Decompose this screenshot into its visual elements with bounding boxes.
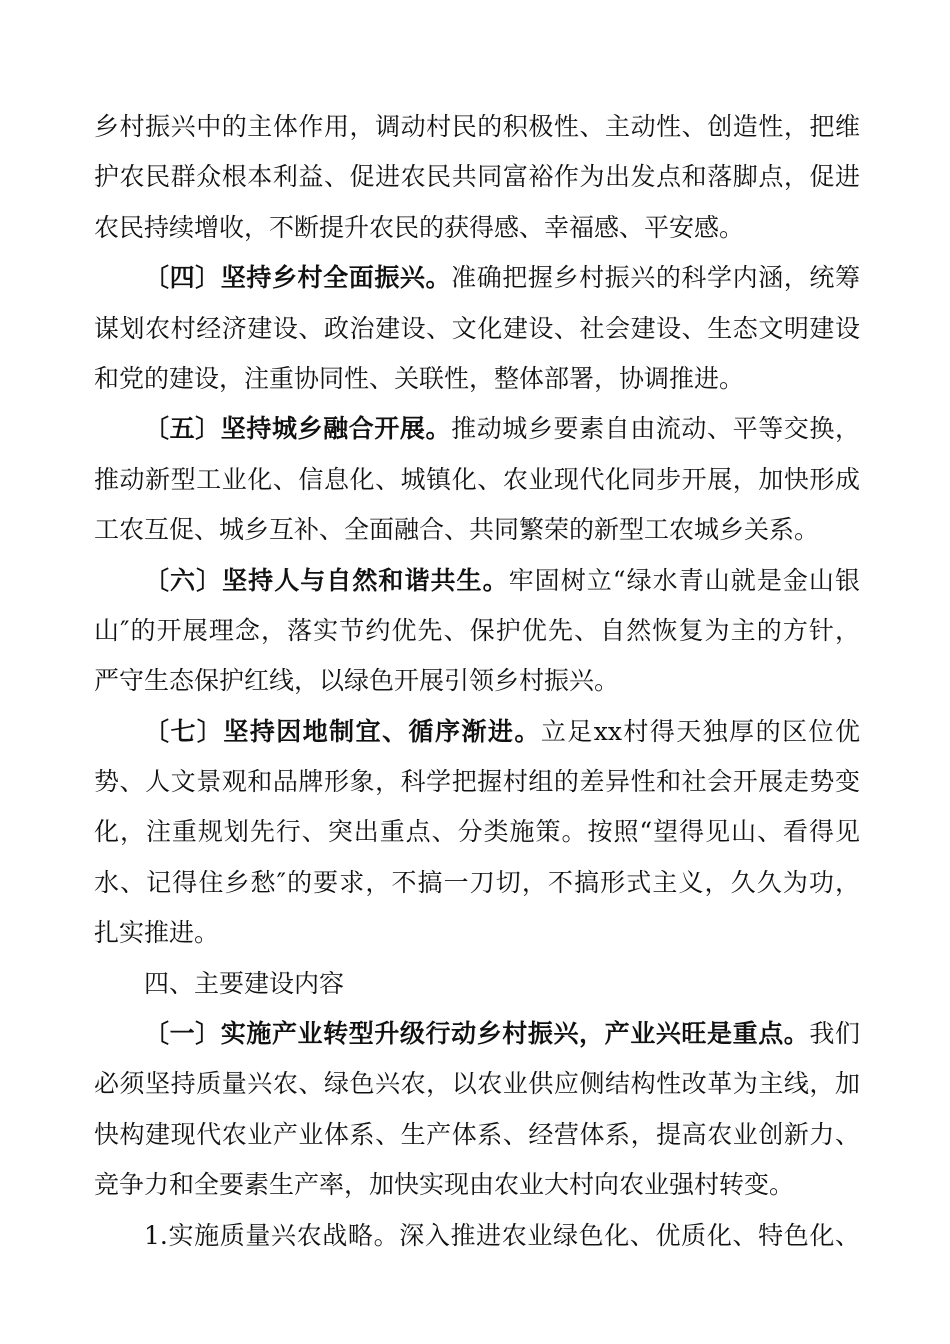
text-line: 谋划农村经济建设、政治建设、文化建设、社会建设、生态文明建设: [94, 313, 860, 343]
text-line: 扎实推进。: [94, 918, 220, 948]
paragraph-heading: 〔一〕实施产业转型升级行动乡村振兴，产业兴旺是重点。: [144, 1019, 810, 1049]
text-line: 严守生态保护红线，以绿色开展引领乡村振兴。: [94, 666, 620, 696]
text-line: 护农民群众根本利益、促进农民共同富裕作为出发点和落脚点，促进: [94, 162, 860, 192]
text-line: 竞争力和全要素生产率，加快实现由农业大村向农业强村转变。: [94, 1170, 795, 1200]
text-line: 工农互促、城乡互补、全面融合、共同繁荣的新型工农城乡关系。: [94, 515, 820, 545]
paragraph-first-line: [94, 556, 860, 606]
text-line: 必须坚持质量兴农、绿色兴农，以农业供应侧结构性改革为主线，加: [94, 1069, 860, 1099]
text-line: 农民持续增收，不断提升农民的获得感、幸福感、平安感。: [94, 212, 745, 242]
text-line: 快构建现代农业产业体系、生产体系、经营体系，提高农业创新力、: [94, 1119, 860, 1149]
paragraph-text: 我们: [809, 1019, 860, 1049]
paragraph-text: 准确把握乡村振兴的科学内涵，统筹: [451, 263, 860, 293]
paragraph-text: 立足xx村得天独厚的区位优: [540, 716, 860, 746]
section-title: 四、主要建设内容: [144, 968, 345, 998]
text-line: 山″的开展理念，落实节约优先、保护优先、自然恢复为主的方针，: [94, 615, 860, 645]
paragraph-first-line: [94, 1009, 860, 1059]
paragraph-first-line: 1.实施质量兴农战略。深入推进农业绿色化、优质化、特色化、: [144, 1220, 860, 1250]
paragraph-heading: 〔五〕坚持城乡融合开展。: [144, 414, 452, 444]
paragraph-first-line: [94, 404, 860, 454]
text-line: 和党的建设，注重协同性、关联性，整体部署，协调推进。: [94, 363, 745, 393]
paragraph-task-1: [94, 1009, 860, 1211]
paragraph-continuation: [94, 102, 860, 253]
paragraph-first-line: [94, 707, 860, 757]
paragraph-principle-7: [94, 707, 860, 959]
paragraph-heading: 〔四〕坚持乡村全面振兴。: [144, 263, 452, 293]
text-line: 化，注重规划先行、突出重点、分类施策。按照“望得见山、看得见: [94, 817, 860, 847]
paragraph-text: 推动城乡要素自由流动、平等交换，: [451, 414, 860, 444]
document-page: [94, 102, 860, 1261]
paragraph-principle-5: [94, 404, 860, 555]
paragraph-heading: 〔七〕坚持因地制宜、循序渐进。: [144, 716, 541, 746]
text-line: 乡村振兴中的主体作用，调动村民的积极性、主动性、创造性，把维: [94, 112, 860, 141]
text-line: 水、记得住乡愁″的要求，不搞一刀切，不搞形式主义，久久为功，: [94, 867, 860, 897]
paragraph-principle-6: [94, 556, 860, 707]
text-line: 推动新型工业化、信息化、城镇化、农业现代化同步开展，加快形成: [94, 464, 860, 494]
paragraph-heading: 〔六〕坚持人与自然和谐共生。: [144, 565, 509, 595]
paragraph-item-1: [94, 1211, 860, 1261]
paragraph-principle-4: [94, 253, 860, 404]
text-line: 势、人文景观和品牌形象，科学把握村组的差异性和社会开展走势变: [94, 767, 860, 797]
paragraph-first-line: [94, 253, 860, 303]
paragraph-text: 牢固树立“绿水青山就是金山银: [508, 565, 860, 595]
